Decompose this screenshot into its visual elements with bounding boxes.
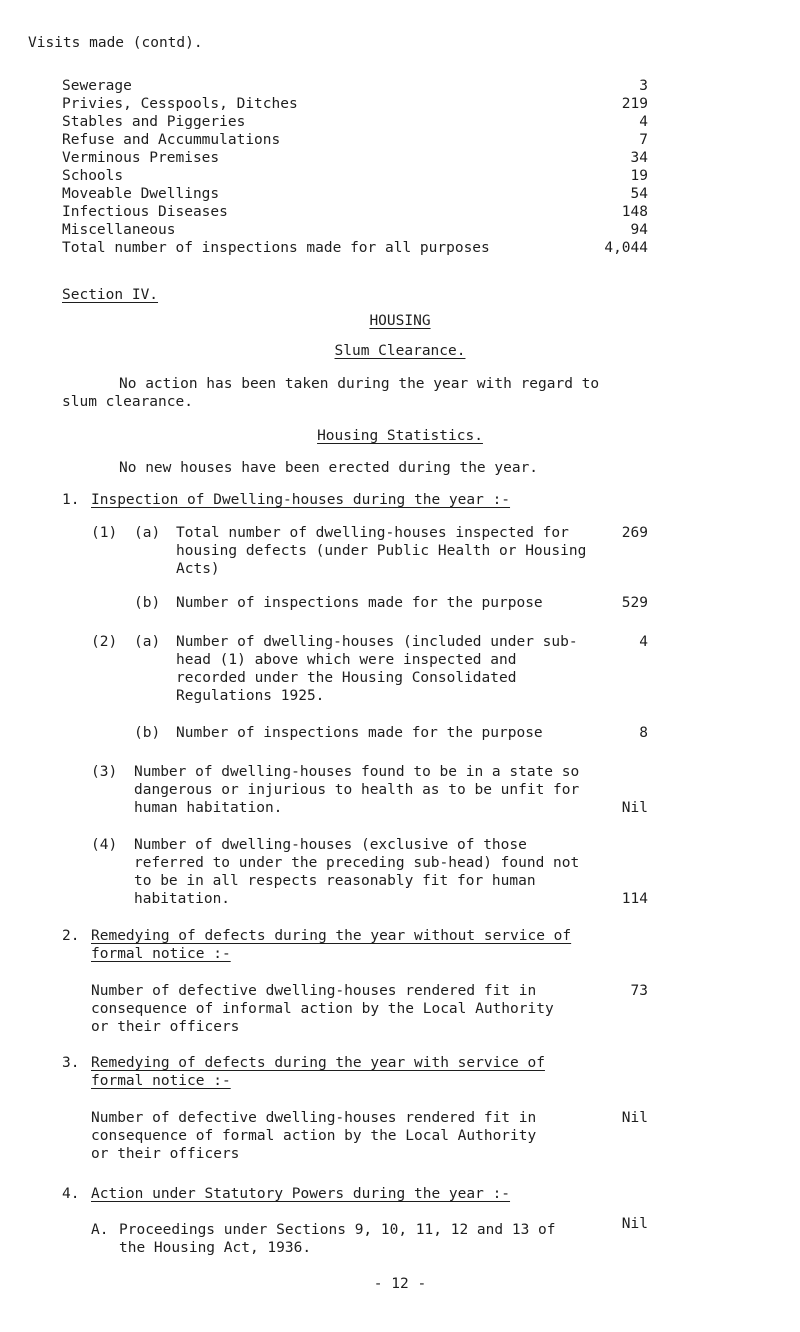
subitem-letter: (a) bbox=[134, 525, 161, 541]
inspection-label: Verminous Premises bbox=[62, 150, 220, 166]
subitem-text: habitation. bbox=[134, 891, 231, 907]
subitem-text: Number of dwelling-houses found to be in a state so bbox=[134, 764, 580, 780]
item-title: Remedying of defects during the year with service of bbox=[91, 1055, 545, 1071]
item-title: Action under Statutory Powers during the year :- bbox=[91, 1186, 511, 1202]
slum-text-line: No action has been taken during the year with regard to bbox=[119, 376, 600, 392]
housing-statistics-title: Housing Statistics. bbox=[317, 428, 483, 444]
subitem-number: (1) bbox=[91, 525, 118, 541]
statistics-text: No new houses have been erected during the year. bbox=[119, 460, 539, 476]
subitem-text: Number of inspections made for the purpose bbox=[176, 595, 543, 611]
inspection-value: 94 bbox=[630, 222, 648, 238]
subitem-text: Total number of dwelling-houses inspected for bbox=[176, 525, 569, 541]
subitem-letter: (b) bbox=[134, 595, 161, 611]
inspection-total-label: Total number of inspections made for all purposes bbox=[62, 240, 490, 256]
subitem-letter: (a) bbox=[134, 634, 161, 650]
subitem-text: to be in all respects reasonably fit for human bbox=[134, 873, 536, 889]
item-value: Nil bbox=[621, 1216, 648, 1232]
inspection-label: Infectious Diseases bbox=[62, 204, 228, 220]
section-heading: Section IV. bbox=[62, 287, 159, 303]
inspection-total-value: 4,044 bbox=[604, 240, 648, 256]
subitem-text: referred to under the preceding sub-head) found not bbox=[134, 855, 580, 871]
item-number: 1. bbox=[62, 492, 80, 508]
slum-text-line: slum clearance. bbox=[62, 394, 193, 410]
subitem-text: Number of dwelling-houses (included under sub- bbox=[176, 634, 578, 650]
item-title: Inspection of Dwelling-houses during the year :- bbox=[91, 492, 511, 508]
subitem-text: human habitation. bbox=[134, 800, 283, 816]
subitem-value: 8 bbox=[639, 725, 648, 741]
slum-clearance-title: Slum Clearance. bbox=[334, 343, 466, 359]
inspection-label: Schools bbox=[62, 168, 124, 184]
subitem-value: 114 bbox=[621, 891, 648, 907]
subitem-value: 269 bbox=[621, 525, 648, 541]
inspection-label: Sewerage bbox=[62, 78, 132, 94]
inspection-label: Moveable Dwellings bbox=[62, 186, 220, 202]
subitem-value: 4 bbox=[639, 634, 648, 650]
item-title: formal notice :- bbox=[91, 946, 231, 962]
subitem-text: Number of dwelling-houses (exclusive of those bbox=[134, 837, 527, 853]
inspection-label: Stables and Piggeries bbox=[62, 114, 246, 130]
inspection-value: 3 bbox=[639, 78, 648, 94]
inspection-value: 148 bbox=[621, 204, 648, 220]
item-text: consequence of informal action by the Local Authority bbox=[91, 1001, 554, 1017]
subitem-text: Regulations 1925. bbox=[176, 688, 325, 704]
item-text: the Housing Act, 1936. bbox=[119, 1240, 312, 1256]
item-letter: A. bbox=[91, 1222, 109, 1238]
page-number: - 12 - bbox=[373, 1276, 427, 1292]
inspection-value: 54 bbox=[630, 186, 648, 202]
inspection-label: Privies, Cesspools, Ditches bbox=[62, 96, 298, 112]
item-text: or their officers bbox=[91, 1019, 240, 1035]
subitem-value: Nil bbox=[621, 800, 648, 816]
inspection-value: 4 bbox=[639, 114, 648, 130]
item-title: Remedying of defects during the year without service of bbox=[91, 928, 572, 944]
item-number: 2. bbox=[62, 928, 80, 944]
subitem-number: (4) bbox=[91, 837, 118, 853]
inspection-label: Miscellaneous bbox=[62, 222, 176, 238]
subitem-letter: (b) bbox=[134, 725, 161, 741]
subitem-text: dangerous or injurious to health as to be unfit for bbox=[134, 782, 580, 798]
subitem-text: head (1) above which were inspected and bbox=[176, 652, 517, 668]
item-number: 3. bbox=[62, 1055, 80, 1071]
item-text: Number of defective dwelling-houses rendered fit in bbox=[91, 983, 537, 999]
subitem-text: recorded under the Housing Consolidated bbox=[176, 670, 517, 686]
item-value: 73 bbox=[630, 983, 648, 999]
inspection-value: 34 bbox=[630, 150, 648, 166]
item-number: 4. bbox=[62, 1186, 80, 1202]
inspection-value: 219 bbox=[621, 96, 648, 112]
page-heading: Visits made (contd). bbox=[28, 35, 203, 51]
item-text: or their officers bbox=[91, 1146, 240, 1162]
subitem-text: Number of inspections made for the purpose bbox=[176, 725, 543, 741]
subitem-value: 529 bbox=[621, 595, 648, 611]
item-text: Proceedings under Sections 9, 10, 11, 12 and 13 of bbox=[119, 1222, 556, 1238]
housing-title: HOUSING bbox=[369, 313, 431, 329]
subitem-text: housing defects (under Public Health or Housing bbox=[176, 543, 587, 559]
subitem-text: Acts) bbox=[176, 561, 220, 577]
subitem-number: (3) bbox=[91, 764, 118, 780]
subitem-number: (2) bbox=[91, 634, 118, 650]
item-text: consequence of formal action by the Local Authority bbox=[91, 1128, 537, 1144]
item-value: Nil bbox=[621, 1110, 648, 1126]
inspection-label: Refuse and Accummulations bbox=[62, 132, 281, 148]
item-text: Number of defective dwelling-houses rendered fit in bbox=[91, 1110, 537, 1126]
inspection-value: 19 bbox=[630, 168, 648, 184]
item-title: formal notice :- bbox=[91, 1073, 231, 1089]
inspection-value: 7 bbox=[639, 132, 648, 148]
